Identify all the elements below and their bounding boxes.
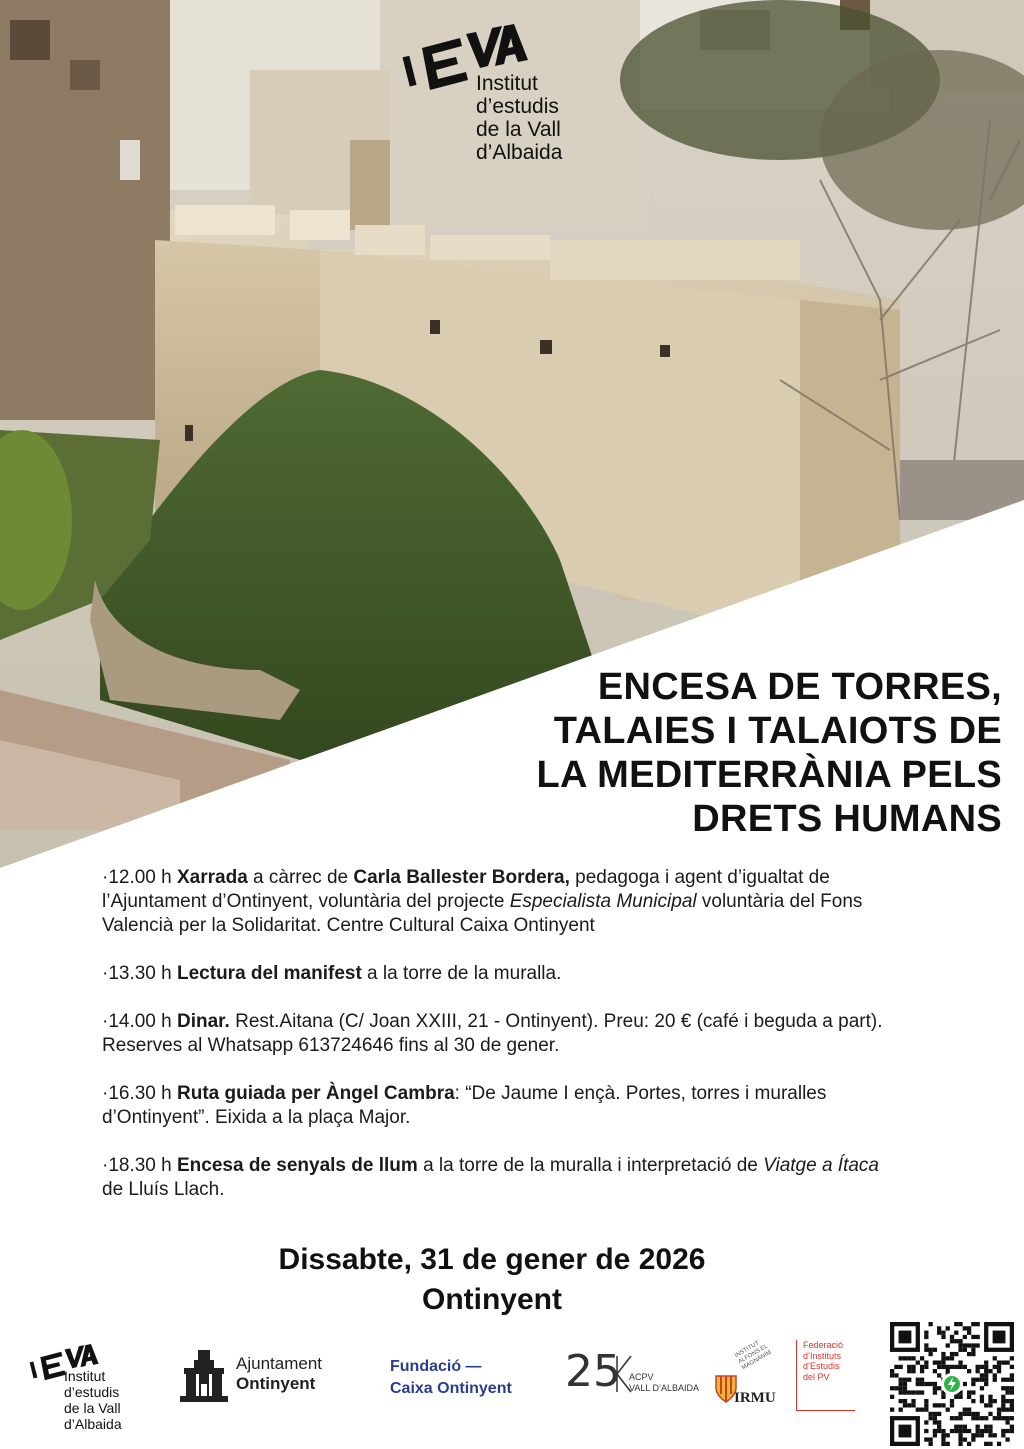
program-item-manifest	[102, 962, 902, 986]
qr-code-icon[interactable]	[890, 1322, 1014, 1446]
event-date-block	[0, 1240, 984, 1320]
ieva-line-3: de la Vall	[476, 118, 561, 141]
federacio-text	[803, 1340, 843, 1382]
castle-icon	[180, 1350, 228, 1402]
footer-ieva-line: Institut	[64, 1368, 106, 1384]
event-title	[442, 665, 1002, 841]
program-time: ·14.00 h	[102, 1011, 177, 1032]
program-item-xarrada	[102, 866, 902, 938]
title-line-3: LA MEDITERRÀNIA PELS	[536, 754, 1002, 796]
program-event: Encesa de senyals de llum	[177, 1155, 418, 1176]
ieva-logo-top	[398, 24, 618, 184]
federacio-line: d’Estudis	[803, 1361, 840, 1371]
ieva-line-1: Institut	[476, 72, 538, 95]
acpv-label: ACPV	[629, 1372, 654, 1382]
acpv-25: 25	[565, 1346, 621, 1397]
program-text: a la torre de la muralla.	[361, 963, 562, 984]
footer-ieva-logo	[24, 1344, 174, 1444]
federacio-line: d’Instituts	[803, 1350, 842, 1361]
footer-ieva-text	[64, 1368, 122, 1432]
footer-irmu-logo	[714, 1340, 780, 1416]
program-italic: Viatge a Ítaca	[763, 1155, 879, 1176]
irmu-label: IRMU	[734, 1390, 776, 1406]
footer-acpv-logo	[565, 1346, 705, 1410]
program-time: ·12.00 h	[102, 867, 177, 888]
program-event: Ruta guiada per Àngel Cambra	[177, 1083, 455, 1104]
program-list	[102, 866, 902, 1226]
ajuntament-label: Ajuntament	[236, 1354, 322, 1373]
program-text: pedagoga i agent d’igualtat de l’Ajuntament d’Ontinyent, voluntària del projecte	[102, 867, 830, 912]
program-event: Lectura del manifest	[177, 963, 362, 984]
footer-federacio-logo	[796, 1340, 855, 1411]
title-line-1: ENCESA DE TORRES,	[597, 666, 1002, 708]
event-date: Dissabte, 31 de gener de 2026	[278, 1243, 706, 1276]
footer-fundacio-logo	[390, 1356, 512, 1400]
footer-ieva-line: d’estudis	[64, 1384, 120, 1400]
acpv-sublabel: VALL D’ALBAIDA	[629, 1383, 700, 1393]
program-time: ·18.30 h	[102, 1155, 177, 1176]
program-time: ·13.30 h	[102, 963, 177, 984]
program-time: ·16.30 h	[102, 1083, 177, 1104]
federacio-line: del PV	[803, 1371, 830, 1382]
ieva-line-2: d’estudis	[476, 95, 559, 118]
program-item-ruta	[102, 1082, 902, 1130]
footer-ieva-line: d’Albaida	[64, 1416, 122, 1432]
program-event: Xarrada	[177, 867, 248, 888]
sponsor-footer	[0, 1320, 1024, 1449]
ontinyent-label: Ontinyent	[236, 1374, 316, 1393]
program-text: a càrrec de	[247, 867, 354, 888]
footer-ieva-line: de la Vall	[64, 1400, 121, 1416]
ieva-line-4: d’Albaida	[476, 141, 563, 164]
program-event: Dinar.	[177, 1011, 230, 1032]
program-item-dinar	[102, 1010, 902, 1058]
program-text: : “De Jaume I ençà. Portes, torres i muralles d’Ontinyent”. Eixida a la plaça Major.	[102, 1083, 827, 1128]
program-text: voluntària del Fons Valencià per la Solidaritat. Centre Cultural Caixa Ontinyent	[102, 891, 863, 936]
irmu-small-text: INSTITUT ALFONS EL MAGNÀNIM	[734, 1340, 773, 1372]
program-text: Rest.Aitana (C/ Joan XXIII, 21 - Ontinyent). Preu: 20 € (café i beguda a part). Reserves al Whatsapp 613724646 fins al 30 de gener.	[102, 1011, 883, 1056]
program-item-encesa	[102, 1154, 902, 1202]
program-text: de Lluís Llach.	[102, 1179, 225, 1200]
program-italic: Especialista Municipal	[509, 891, 697, 912]
title-line-2: TALAIES I TALAIOTS DE	[553, 710, 1002, 752]
ieva-logo-text	[476, 72, 562, 164]
title-line-4: DRETS HUMANS	[692, 798, 1002, 840]
event-place: Ontinyent	[422, 1283, 562, 1316]
federacio-line: Federació	[803, 1340, 844, 1350]
fundacio-line-1: Fundació —	[390, 1358, 482, 1375]
fundacio-line-2: Caixa Ontinyent	[390, 1380, 512, 1397]
program-text: a la torre de la muralla i interpretació de	[417, 1155, 764, 1176]
footer-ajuntament-logo	[180, 1350, 340, 1410]
program-speaker: Carla Ballester Bordera,	[353, 867, 570, 888]
